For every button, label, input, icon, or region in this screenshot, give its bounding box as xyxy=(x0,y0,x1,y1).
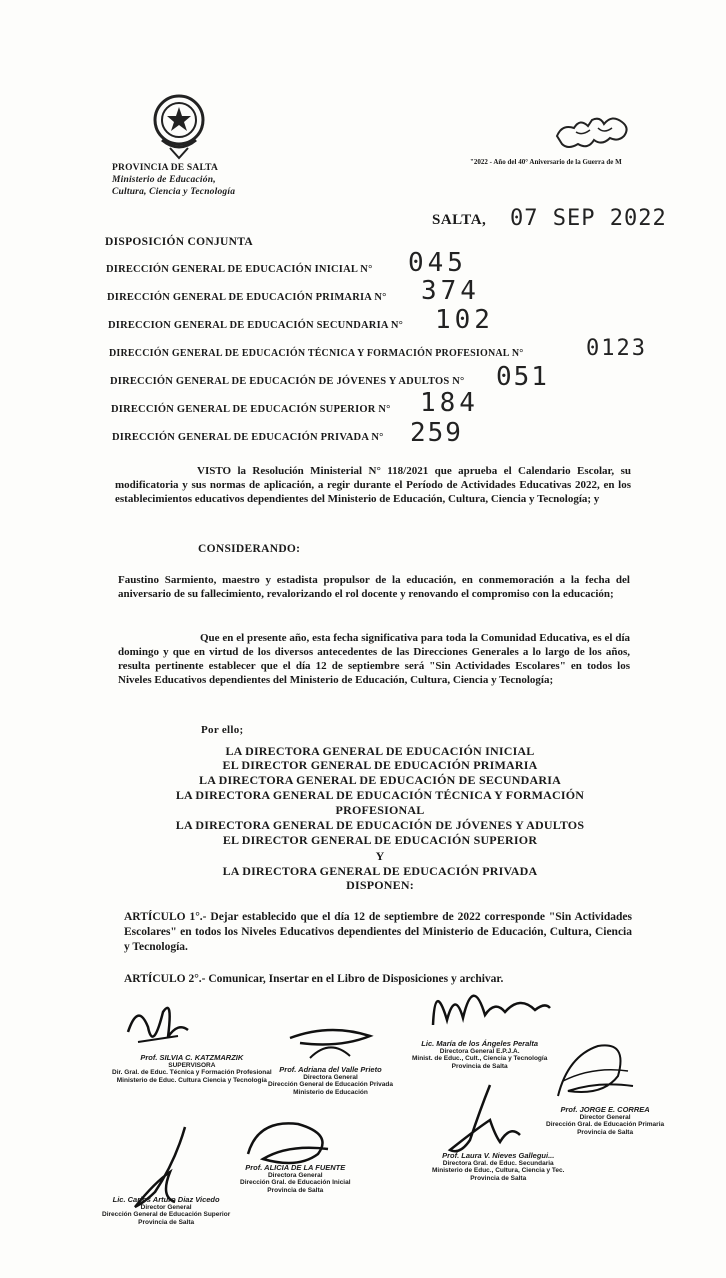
authority-line: EL DIRECTOR GENERAL DE EDUCACIÓN PRIMARIA xyxy=(222,758,538,772)
document-type: DISPOSICIÓN CONJUNTA xyxy=(105,236,253,248)
direction-label: DIRECCIÓN GENERAL DE EDUCACIÓN PRIMARIA N° xyxy=(107,292,387,303)
signer-name: Lic. Carlos Arturo Diaz Vicedo xyxy=(112,1195,220,1204)
direction-number: 259 xyxy=(410,418,463,448)
signer-office: Ministerio de Educ., Cultura, Ciencia y Tec. xyxy=(432,1167,565,1174)
signer-title: Directora General E.P.J.A. xyxy=(439,1047,520,1055)
signer-name: Prof. SILVIA C. KATZMARZIK xyxy=(140,1053,244,1062)
signature-katzmarzik xyxy=(118,992,198,1062)
por-ello: Por ello; xyxy=(201,724,244,736)
ministry-line-1: Ministerio de Educación, xyxy=(112,175,216,185)
date-stamp: 07 SEP 2022 xyxy=(510,206,667,231)
direction-number: 0123 xyxy=(586,336,647,361)
provincial-crest-icon xyxy=(150,92,208,162)
signer-name: Prof. Laura V. Nieves Gallegui... xyxy=(442,1151,555,1160)
signature-peralta xyxy=(425,970,555,1040)
ministry-line-2: Cultura, Ciencia y Tecnología xyxy=(112,187,236,197)
signer-ministry: Provincia de Salta xyxy=(577,1128,634,1136)
signer-ministry: Provincia de Salta xyxy=(451,1062,508,1070)
signer-office: Dirección Gral. de Educación Primaria xyxy=(546,1121,665,1128)
direction-label: DIRECCIÓN GENERAL DE EDUCACIÓN TÉCNICA Y FORMACIÓN PROFESIONAL N° xyxy=(109,348,524,359)
direction-label: DIRECCIÓN GENERAL DE EDUCACIÓN SUPERIOR N° xyxy=(111,404,391,415)
direction-label: DIRECCION GENERAL DE EDUCACIÓN SECUNDARIA N° xyxy=(108,320,404,331)
signer-office: Dirección General de Educación Privada xyxy=(268,1081,393,1088)
authority-line: LA DIRECTORA GENERAL DE EDUCACIÓN DE SECUNDARIA xyxy=(199,773,561,787)
signature-correa xyxy=(548,1036,638,1106)
direction-number: 102 xyxy=(435,305,494,335)
malvinas-map-icon xyxy=(552,106,632,162)
signer-name: Prof. ALICIA DE LA FUENTE xyxy=(245,1163,346,1172)
signer-office: Dir. Gral. de Educ. Técnica y Formación Profesional xyxy=(112,1069,272,1076)
signature-block-diaz-vicedo xyxy=(102,1196,230,1226)
signature-block-de-la-fuente xyxy=(240,1164,351,1194)
authority-line: LA DIRECTORA GENERAL DE EDUCACIÓN INICIAL xyxy=(225,744,535,758)
signer-ministry: Provincia de Salta xyxy=(267,1186,324,1194)
city-label: SALTA, xyxy=(432,212,487,228)
article-2: ARTÍCULO 2°.- Comunicar, Insertar en el Libro de Disposiciones y archivar. xyxy=(124,973,504,985)
signature-block-nieves xyxy=(432,1152,564,1182)
signer-ministry: Ministerio de Educación xyxy=(293,1088,368,1096)
signature-block-prieto xyxy=(268,1066,393,1096)
authority-line: LA DIRECTORA GENERAL DE EDUCACIÓN PRIVADA xyxy=(222,864,538,878)
direction-number: 374 xyxy=(421,276,480,306)
signature-nieves xyxy=(440,1080,530,1160)
considerando-heading: CONSIDERANDO: xyxy=(198,543,301,555)
anniversary-note: "2022 - Año del 40° Aniversario de la Guerra de M xyxy=(470,158,622,166)
signature-block-peralta xyxy=(412,1040,547,1070)
signer-title: SUPERVISORA xyxy=(168,1061,216,1069)
signer-ministry: Provincia de Salta xyxy=(470,1174,527,1182)
signer-title: Director General xyxy=(140,1203,192,1211)
signer-office: Dirección Gral. de Educación Inicial xyxy=(240,1179,351,1186)
signer-title: Directora General xyxy=(303,1073,358,1081)
signer-ministry: Ministerio de Educ. Cultura Ciencia y Tecnología xyxy=(116,1076,267,1084)
considerando-paragraph-2: Que en el presente año, esta fecha significativa para toda la Comunidad Educativa, es el día domingo y que en virtud de los diversos antecedentes de las Direcciones Generales a lo largo de los años, resulta pertinente establecer que el día 12 de septiembre será "Sin Actividades Escolares" en todos los Niveles Educativos dependientes del Ministerio de Educación, Cultura, Ciencia y Tecnología; xyxy=(118,632,630,686)
authority-line: PROFESIONAL xyxy=(335,803,425,817)
authority-line: LA DIRECTORA GENERAL DE EDUCACIÓN TÉCNICA Y FORMACIÓN xyxy=(175,788,585,802)
direction-label: DIRECCIÓN GENERAL DE EDUCACIÓN INICIAL N° xyxy=(106,264,373,275)
signer-name: Prof. JORGE E. CORREA xyxy=(560,1105,650,1114)
signer-name: Prof. Adriana del Valle Prieto xyxy=(279,1065,382,1074)
visto-paragraph: VISTO la Resolución Ministerial N° 118/2021 que aprueba el Calendario Escolar, su modificatoria y sus normas de aplicación, a regir durante el Período de Actividades Educativas 2022, en los establecimientos educativos dependientes del Ministerio de Educación, Cultura, Ciencia y Tecnología; y xyxy=(115,465,631,505)
signature-block-correa xyxy=(546,1106,664,1136)
signer-name: Lic. María de los Ángeles Peralta xyxy=(421,1039,539,1048)
signer-office: Minist. de Educ., Cult., Ciencia y Tecnología xyxy=(412,1055,548,1062)
ministry-heading xyxy=(112,162,235,198)
authority-line: LA DIRECTORA GENERAL DE EDUCACIÓN DE JÓVENES Y ADULTOS xyxy=(175,818,585,832)
signer-office: Dirección General de Educación Superior xyxy=(102,1211,231,1218)
signer-title: Director General xyxy=(579,1113,631,1121)
direction-label: DIRECCIÓN GENERAL DE EDUCACIÓN DE JÓVENES Y ADULTOS N° xyxy=(110,376,465,387)
direction-number: 045 xyxy=(408,248,467,278)
direction-number: 184 xyxy=(420,388,479,418)
article-1: ARTÍCULO 1°.- Dejar establecido que el día 12 de septiembre de 2022 corresponde "Sin Actividades Escolares" en todos los Niveles Educativos dependientes del Ministerio de Educación, Cultura, Ciencia y Tecnología. xyxy=(124,911,632,953)
province-name: PROVINCIA DE SALTA xyxy=(112,163,219,173)
authority-line: Y xyxy=(375,849,385,863)
signature-prieto xyxy=(280,1018,380,1068)
authority-line: EL DIRECTOR GENERAL DE EDUCACIÓN SUPERIOR xyxy=(222,833,538,847)
signer-title: Directora Gral. de Educ. Secundaria xyxy=(442,1159,554,1167)
authority-line: DISPONEN: xyxy=(346,878,414,892)
signer-title: Directora General xyxy=(267,1171,323,1179)
considerando-paragraph-1: Faustino Sarmiento, maestro y estadista propulsor de la educación, en conmemoración a la fecha del aniversario de su fallecimiento, revalorizando el rol docente y renovando el compromiso con la educación; xyxy=(118,574,630,600)
signer-ministry: Provincia de Salta xyxy=(138,1218,195,1226)
direction-label: DIRECCIÓN GENERAL DE EDUCACIÓN PRIVADA N° xyxy=(112,432,384,443)
direction-number: 051 xyxy=(496,362,549,392)
signature-block-katzmarzik xyxy=(112,1054,272,1084)
